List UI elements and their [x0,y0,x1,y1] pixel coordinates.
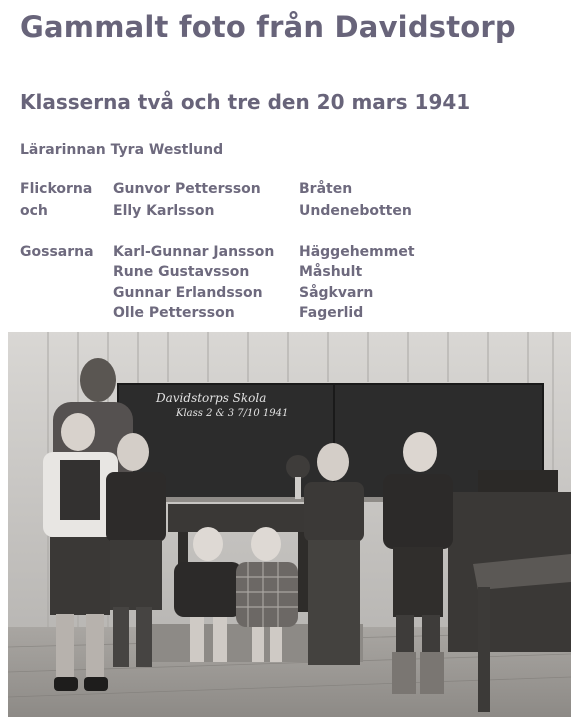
boy-place: Sågkvarn [299,285,374,301]
boy-name: Rune Gustavsson [113,264,250,280]
flower-bouquet [286,455,310,479]
chalkboard-text: Klass 2 & 3 7/10 1941 [176,408,289,419]
class-photo-illustration [8,332,571,717]
boy-place: Häggehemmet [299,244,415,260]
boy-name: Olle Pettersson [113,305,235,321]
boy-place: Måshult [299,264,363,280]
page-title: Gammalt foto från Davidstorp [20,10,516,44]
teacher-desk [168,504,318,532]
girls-label-and: och [20,203,48,219]
boy-name: Karl-Gunnar Jansson [113,244,275,260]
girl-name: Elly Karlsson [113,203,215,219]
girl-place: Undenebotten [299,203,412,219]
boy-name: Gunnar Erlandsson [113,285,263,301]
chalkboard-text: Davidstorps Skola [156,391,267,405]
girl-name: Gunvor Pettersson [113,181,261,197]
boys-label: Gossarna [20,244,94,260]
girls-label: Flickorna [20,181,93,197]
boy-place: Fagerlid [299,305,364,321]
teacher-line: Lärarinnan Tyra Westlund [20,142,224,158]
page-subtitle: Klasserna två och tre den 20 mars 1941 [20,90,471,114]
class-photo [8,332,571,717]
girl-place: Bråten [299,181,353,197]
